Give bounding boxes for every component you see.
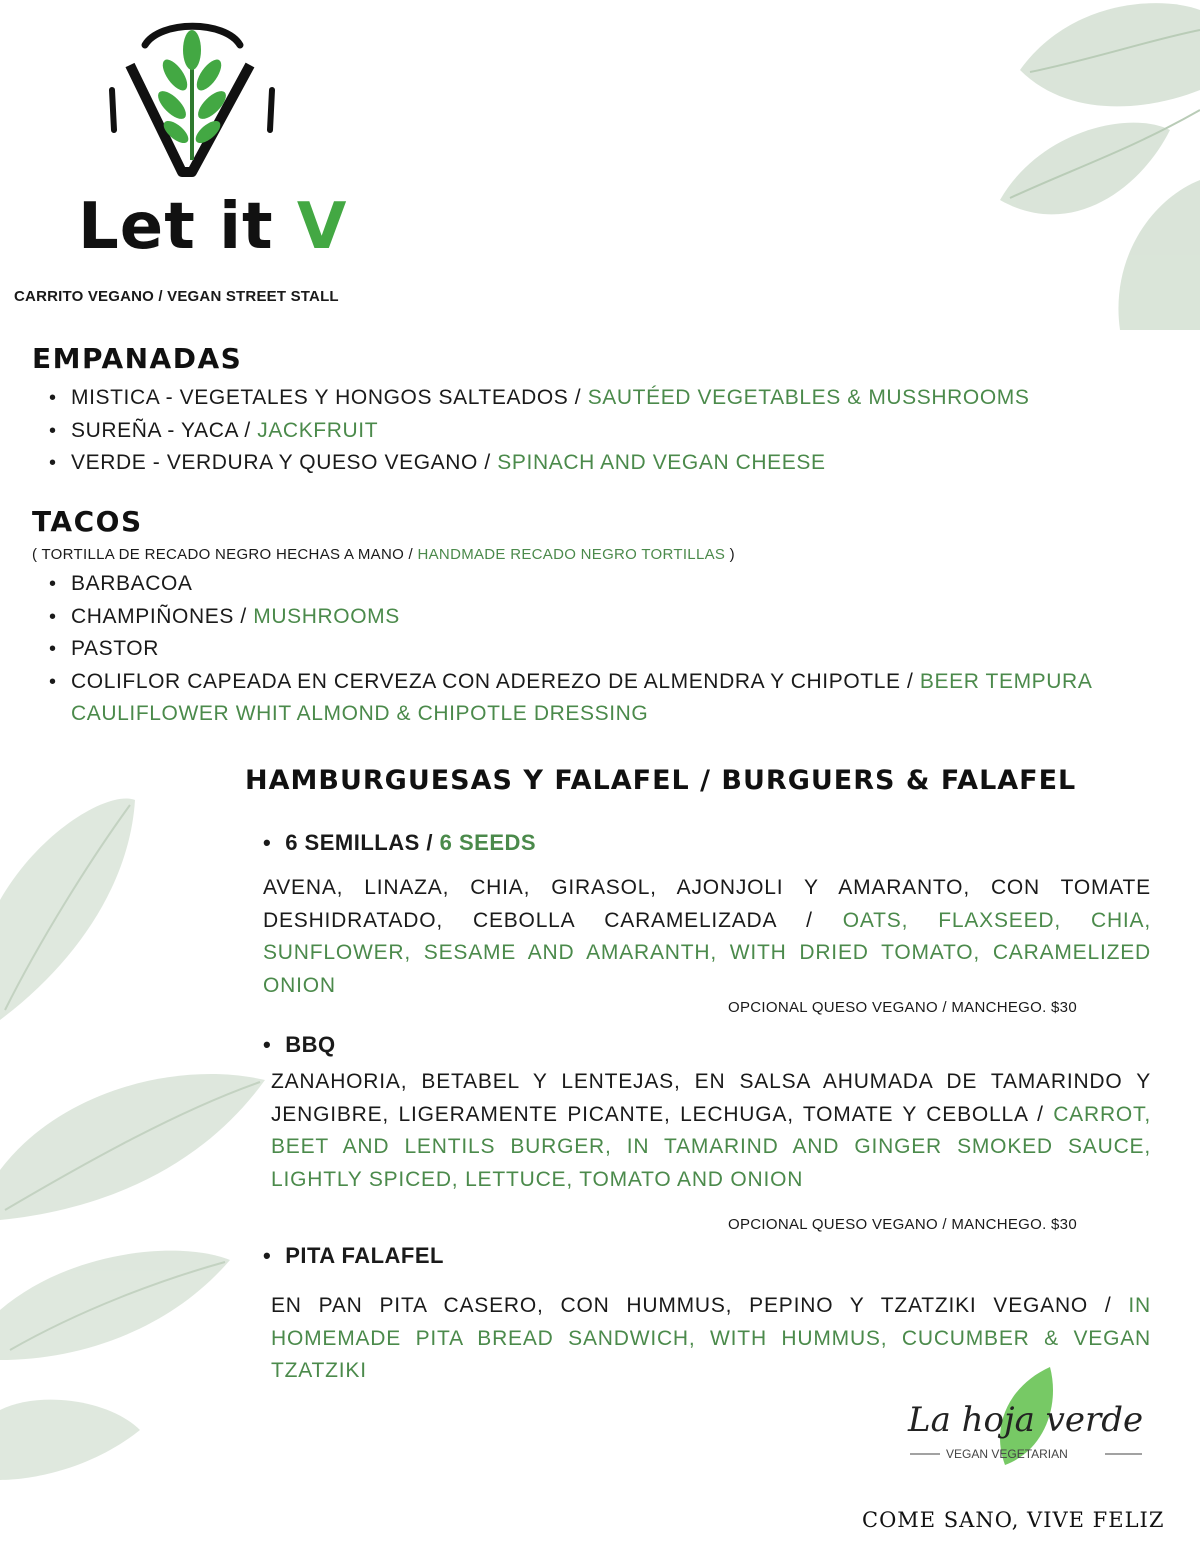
list-item: • VERDE - VERDURA Y QUESO VEGANO / SPINACH AND VEGAN CHEESE (71, 447, 1191, 480)
list-item: • CHAMPIÑONES / MUSHROOMS (71, 601, 1141, 634)
list-item: • MISTICA - VEGETALES Y HONGOS SALTEADOS / SAUTÉED VEGETABLES & MUSSHROOMS (71, 382, 1191, 415)
let-it-v-logo (100, 10, 285, 185)
tagline: CARRITO VEGANO / VEGAN STREET STALL (14, 288, 339, 305)
section-title-burgers: HAMBURGUESAS Y FALAFEL / BURGUERS & FALAFEL (245, 765, 1077, 796)
tacos-note: ( TORTILLA DE RECADO NEGRO HECHAS A MANO / HANDMADE RECADO NEGRO TORTILLAS ) (32, 546, 735, 563)
section-title-tacos: TACOS (32, 505, 143, 538)
brand-name: Let it V (78, 190, 348, 264)
leaves-left-illustration (0, 790, 270, 1490)
list-item: • BARBACOA (71, 568, 1141, 601)
empanadas-list (33, 382, 1191, 480)
footer-motto: COME SANO, VIVE FELIZ (862, 1508, 1165, 1532)
tacos-list (33, 568, 1141, 731)
burger-name-6-semillas: • 6 SEMILLAS / 6 SEEDS (263, 830, 536, 856)
burger-description-bbq: ZANAHORIA, BETABEL Y LENTEJAS, EN SALSA AHUMADA DE TAMARINDO Y JENGIBRE, LIGERAMENTE PICANTE, LECHUGA, TOMATE Y CEBOLLA / CARROT, BEET AND LENTILS BURGER, IN TAMARIND AND GINGER SMOKED SAUCE, LIGHTLY SPICED, LETTUCE, TOMATO AND ONION (271, 1070, 1151, 1191)
la-hoja-verde-sub: VEGAN VEGETARIAN (946, 1447, 1068, 1461)
burger-option-6-semillas: OPCIONAL QUESO VEGANO / MANCHEGO. $30 (728, 999, 1077, 1016)
list-item: • COLIFLOR CAPEADA EN CERVEZA CON ADEREZO DE ALMENDRA Y CHIPOTLE / BEER TEMPURA CAULIFLOWER WHIT ALMOND & CHIPOTLE DRESSING (71, 666, 1141, 731)
la-hoja-verde-wordmark: La hoja verde (908, 1400, 1144, 1440)
burger-name-bbq: • BBQ (263, 1032, 336, 1058)
list-item: • PASTOR (71, 633, 1141, 666)
leaves-top-right-illustration (960, 0, 1200, 330)
burger-option-bbq: OPCIONAL QUESO VEGANO / MANCHEGO. $30 (728, 1216, 1077, 1233)
burger-name-pita-falafel: • PITA FALAFEL (263, 1243, 444, 1269)
list-item: • SUREÑA - YACA / JACKFRUIT (71, 415, 1191, 448)
burger-description-pita-falafel: EN PAN PITA CASERO, CON HUMMUS, PEPINO Y TZATZIKI VEGANO / IN HOMEMADE PITA BREAD SANDWICH, WITH HUMMUS, CUCUMBER & VEGAN TZATZIKI (271, 1294, 1151, 1382)
la-hoja-verde-logo (900, 1365, 1150, 1475)
section-title-empanadas: EMPANADAS (32, 342, 243, 375)
burger-description-6-semillas: AVENA, LINAZA, CHIA, GIRASOL, AJONJOLI Y AMARANTO, CON TOMATE DESHIDRATADO, CEBOLLA CARAMELIZADA / OATS, FLAXSEED, CHIA, SUNFLOWER, SESAME AND AMARANTH, WITH DRIED TOMATO, CARAMELIZED ONION (263, 876, 1151, 997)
